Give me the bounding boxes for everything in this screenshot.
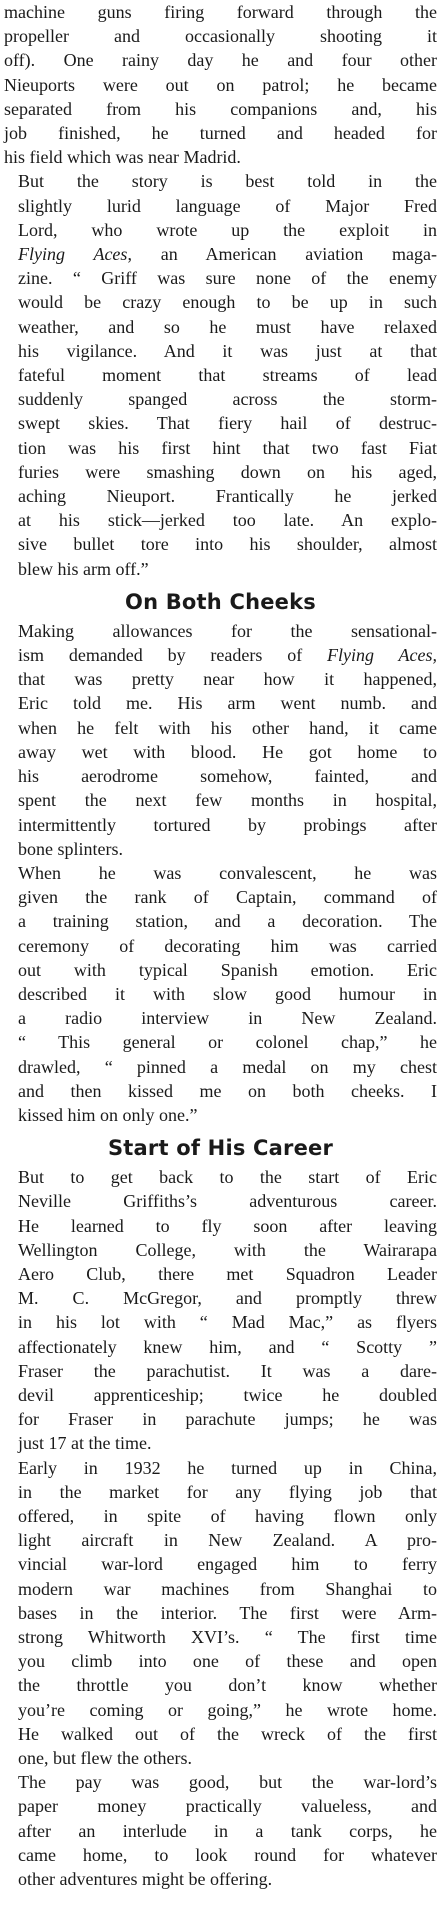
text-line: away wet with blood. He got home to [18, 741, 437, 762]
text-run: , an American aviation maga- [127, 244, 438, 265]
paragraph-2 [4, 169, 437, 580]
text-line: his aerodrome somehow, fainted, and [18, 766, 437, 787]
text-line: M. C. McGregor, and promptly threw [18, 1288, 437, 1309]
text-line: He walked out of the wreck of the first [18, 1723, 437, 1744]
text-line: fateful moment that streams of lead [18, 365, 437, 386]
text-line: that was pretty near how it happened, [18, 669, 437, 690]
text-line: in his lot with “ Mad Mac,” as flyers [18, 1312, 437, 1333]
text-line: sive bullet tore into his shoulder, almost [18, 534, 437, 555]
text-line: modern war machines from Shanghai to [18, 1578, 437, 1599]
text-line: blew his arm off.” [18, 558, 149, 579]
text-line: “ This general or colonel chap,” he [18, 1032, 437, 1053]
text-line: Nieuports were out on patrol; he became [4, 74, 437, 95]
text-line: propeller and occasionally shooting it [4, 26, 437, 47]
text-line [4, 643, 437, 667]
text-line: strong Whitworth XVI’s. “ The first time [18, 1627, 437, 1647]
text-line: his field which was near Madrid. [4, 147, 241, 168]
text-line: in the market for any flying job that [18, 1481, 437, 1502]
text-line: off). One rainy day he and four other [4, 50, 437, 71]
text-line: separated from his companions and, his [4, 98, 437, 119]
text-line: bone splinters. [18, 838, 123, 859]
text-line: slightly lurid language of Major Fred [18, 195, 437, 216]
text-line: came home, to look round for whatever [18, 1844, 437, 1865]
section-heading-start-of-his-career: Start of His Career [107, 1136, 334, 1161]
paragraph-1 [4, 0, 437, 169]
text-line: after an interlude in a tank corps, he [18, 1820, 437, 1841]
text-line: Aero Club, there met Squadron Leader [18, 1263, 437, 1284]
paragraph-4 [4, 861, 437, 1127]
italic-title: Flying Aces, [327, 645, 438, 666]
text-line: would be crazy enough to be up in such [18, 292, 437, 313]
text-line: and then kissed me on both cheeks. I [18, 1080, 437, 1101]
text-line: intermittently tortured by probings after [18, 814, 437, 835]
section-heading-on-both-cheeks: On Both Cheeks [125, 589, 316, 614]
text-line: devil apprenticeship; twice he doubled [18, 1384, 437, 1405]
text-line: bases in the interior. The first were Arm- [18, 1602, 437, 1623]
text-run: ism demanded by readers of [18, 645, 328, 666]
text-line [4, 242, 437, 266]
text-line: you’re coming or going,” he wrote home. [18, 1699, 437, 1720]
text-line: machine guns firing forward through the [4, 2, 437, 22]
text-line: when he felt with his other hand, it came [18, 717, 437, 738]
text-line: suddenly spanged across the storm- [18, 389, 437, 410]
text-line: Fraser the parachutist. It was a dare- [18, 1360, 437, 1381]
text-line: When he was convalescent, he was [18, 862, 437, 883]
text-line: at his stick—jerked too late. An explo- [18, 510, 437, 531]
text-line: vincial war-lord engaged him to ferry [18, 1554, 437, 1575]
text-line: But the story is best told in the [18, 171, 437, 192]
text-line: given the rank of Captain, command of [18, 887, 437, 908]
text-line: ceremony of decorating him was carried [18, 935, 437, 956]
text-line: Wellington College, with the Wairarapa [18, 1239, 437, 1260]
text-line: tion was his first hint that two fast Fiat [18, 437, 437, 458]
text-line: light aircraft in New Zealand. A pro- [18, 1530, 437, 1551]
paragraph-6 [4, 1456, 437, 1771]
paragraph-7 [4, 1770, 437, 1891]
text-line: described it with slow good humour in [18, 983, 437, 1004]
text-line: drawled, “ pinned a medal on my chest [18, 1056, 437, 1077]
text-line: job finished, he turned and headed for [4, 123, 437, 144]
text-line: offered, in spite of having flown only [18, 1505, 437, 1526]
text-line: his vigilance. And it was just at that [18, 340, 437, 361]
text-line: you climb into one of these and open [18, 1651, 437, 1672]
text-line: The pay was good, but the war-lord’s [18, 1772, 437, 1793]
text-line: the throttle you don’t know whether [18, 1675, 437, 1696]
text-line: out with typical Spanish emotion. Eric [18, 959, 437, 980]
text-line: weather, and so he must have relaxed [18, 316, 437, 337]
italic-title: Flying Aces [18, 244, 128, 265]
text-line: a radio interview in New Zealand. [18, 1008, 437, 1029]
text-line: furies were smashing down on his aged, [18, 461, 437, 482]
text-line: zine. “ Griff was sure none of the enemy [18, 268, 437, 289]
text-line: swept skies. That fiery hail of destruc- [18, 413, 437, 434]
text-line: aching Nieuport. Frantically he jerked [18, 486, 437, 507]
text-line: paper money practically valueless, and [18, 1796, 437, 1817]
text-line: He learned to fly soon after leaving [18, 1215, 437, 1236]
paragraph-3 [4, 619, 437, 861]
text-line: Eric told me. His arm went numb. and [18, 693, 437, 714]
text-line: Lord, who wrote up the exploit in [18, 219, 437, 240]
text-line: just 17 at the time. [18, 1433, 152, 1454]
paragraph-5 [4, 1165, 437, 1455]
text-line: affectionately knew him, and “ Scotty ” [18, 1336, 437, 1357]
text-line: kissed him on only one.” [18, 1104, 198, 1125]
text-line: Making allowances for the sensational- [18, 620, 437, 641]
text-line: for Fraser in parachute jumps; he was [18, 1409, 437, 1430]
text-line: Neville Griffiths’s adventurous career. [18, 1191, 437, 1212]
text-line: other adventures might be offering. [18, 1869, 273, 1890]
text-line: spent the next few months in hospital, [18, 790, 437, 811]
text-line: a training station, and a decoration. The [18, 911, 437, 932]
text-line: But to get back to the start of Eric [18, 1167, 437, 1188]
text-line: Early in 1932 he turned up in China, [18, 1457, 437, 1478]
text-line: one, but flew the others. [18, 1748, 192, 1769]
